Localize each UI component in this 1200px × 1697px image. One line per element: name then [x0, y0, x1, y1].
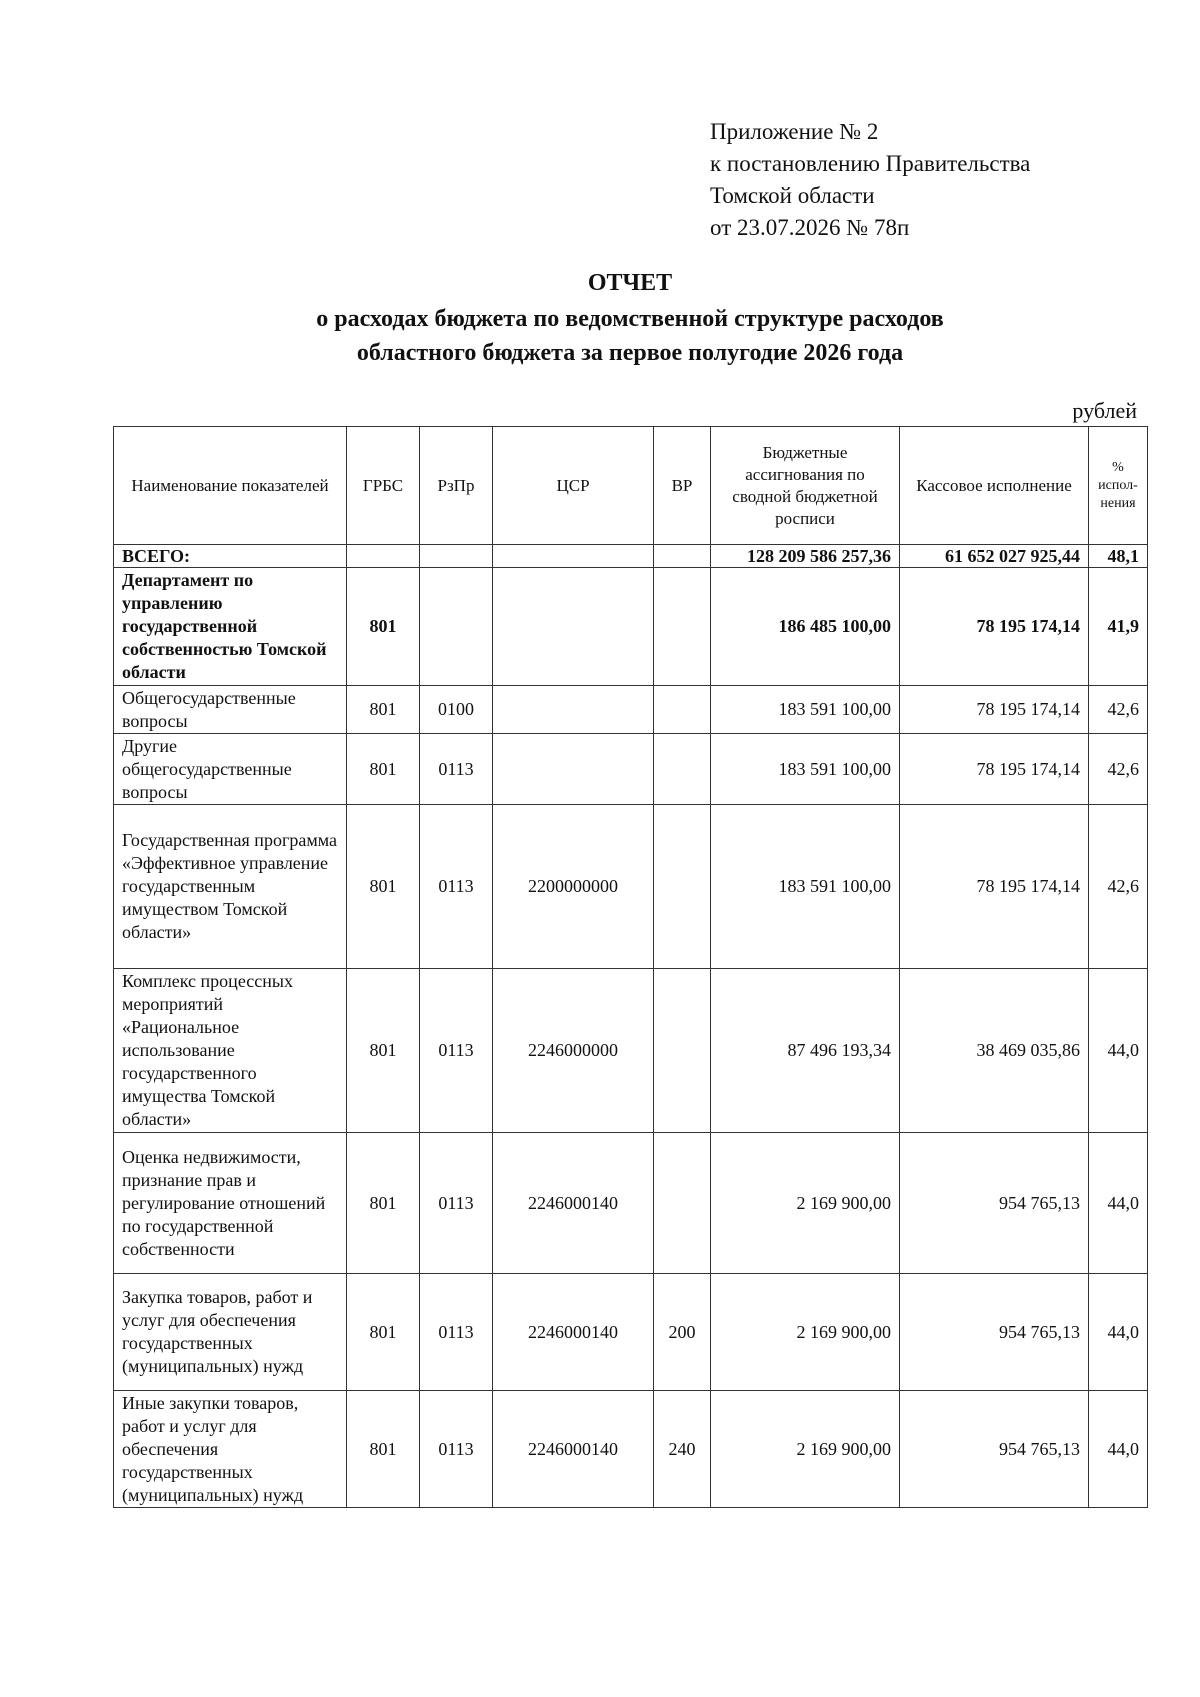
cell-percent: 42,6 [1089, 734, 1148, 805]
cell-rzpr [420, 568, 493, 686]
cell-rzpr: 0113 [420, 1274, 493, 1391]
cell-grbs: 801 [347, 734, 420, 805]
cell-vr [654, 969, 711, 1133]
cell-cash: 78 195 174,14 [900, 805, 1089, 969]
table-row [114, 568, 1148, 686]
cell-assignments: 2 169 900,00 [711, 1133, 900, 1274]
cell-csr [493, 568, 654, 686]
expenses-table [113, 426, 1148, 1508]
cell-csr: 2246000140 [493, 1274, 654, 1391]
header-grbs: ГРБС [347, 427, 420, 545]
header-rzpr: РзПр [420, 427, 493, 545]
cell-vr: 240 [654, 1391, 711, 1508]
cell-grbs: 801 [347, 1274, 420, 1391]
header-cash-execution: Кассовое исполнение [900, 427, 1089, 545]
cell-grbs: 801 [347, 805, 420, 969]
cell-grbs: 801 [347, 1133, 420, 1274]
cell-name: Оценка недвижимости, признание прав и регулирование отношений по государственной собственности [114, 1133, 347, 1274]
table-row [114, 805, 1148, 969]
cell-vr [654, 734, 711, 805]
cell-rzpr: 0113 [420, 734, 493, 805]
cell-name: Департамент по управлению государственной собственностью Томской области [114, 568, 347, 686]
cell-cash: 78 195 174,14 [900, 734, 1089, 805]
cell-vr [654, 805, 711, 969]
cell-cash: 78 195 174,14 [900, 686, 1089, 734]
report-subtitle-line1: о расходах бюджета по ведомственной структуре расходов [316, 306, 944, 332]
cell-percent: 44,0 [1089, 1133, 1148, 1274]
cell-grbs: 801 [347, 568, 420, 686]
header-percent: % испол-нения [1089, 427, 1148, 545]
appendix-line: Приложение № 2 [710, 119, 879, 144]
header-name: Наименование показателей [114, 427, 347, 545]
cell-csr: 2246000140 [493, 1133, 654, 1274]
cell-cash: 61 652 027 925,44 [900, 545, 1089, 568]
cell-assignments: 87 496 193,34 [711, 969, 900, 1133]
cell-assignments: 2 169 900,00 [711, 1274, 900, 1391]
cell-percent: 44,0 [1089, 1391, 1148, 1508]
table-row [114, 734, 1148, 805]
cell-rzpr: 0113 [420, 969, 493, 1133]
cell-percent: 41,9 [1089, 568, 1148, 686]
cell-grbs [347, 545, 420, 568]
cell-vr [654, 1133, 711, 1274]
cell-percent: 44,0 [1089, 969, 1148, 1133]
header-csr: ЦСР [493, 427, 654, 545]
appendix-line: к постановлению Правительства [710, 151, 1031, 176]
units-label: рублей [1072, 398, 1137, 423]
report-subtitle-line2: областного бюджета за первое полугодие 2026 года [356, 340, 904, 366]
table-row [114, 1133, 1148, 1274]
cell-name: Закупка товаров, работ и услуг для обеспечения государственных (муниципальных) нужд [114, 1274, 347, 1391]
cell-cash: 38 469 035,86 [900, 969, 1089, 1133]
cell-cash: 78 195 174,14 [900, 568, 1089, 686]
cell-name: Государственная программа «Эффективное управление государственным имуществом Томской области» [114, 805, 347, 969]
report-title: ОТЧЕТ [587, 270, 673, 296]
cell-cash: 954 765,13 [900, 1133, 1089, 1274]
cell-assignments: 2 169 900,00 [711, 1391, 900, 1508]
cell-name: Другие общегосударственные вопросы [114, 734, 347, 805]
cell-csr: 2200000000 [493, 805, 654, 969]
cell-cash: 954 765,13 [900, 1391, 1089, 1508]
cell-name: Комплекс процессных мероприятий «Рациональное использование государственного имущества Томской области» [114, 969, 347, 1133]
cell-percent: 42,6 [1089, 805, 1148, 969]
cell-vr [654, 686, 711, 734]
cell-rzpr: 0113 [420, 805, 493, 969]
cell-cash: 954 765,13 [900, 1274, 1089, 1391]
cell-name: Общегосударственные вопросы [114, 686, 347, 734]
cell-name: Иные закупки товаров, работ и услуг для обеспечения государственных (муниципальных) нужд [114, 1391, 347, 1508]
cell-csr: 2246000000 [493, 969, 654, 1133]
cell-assignments: 183 591 100,00 [711, 805, 900, 969]
cell-percent: 42,6 [1089, 686, 1148, 734]
cell-csr: 2246000140 [493, 1391, 654, 1508]
cell-csr [493, 686, 654, 734]
table-header-row [114, 427, 1148, 545]
cell-grbs: 801 [347, 1391, 420, 1508]
cell-csr [493, 545, 654, 568]
cell-rzpr: 0113 [420, 1133, 493, 1274]
cell-percent: 44,0 [1089, 1274, 1148, 1391]
cell-name: ВСЕГО: [114, 545, 347, 568]
cell-percent: 48,1 [1089, 545, 1148, 568]
table-row [114, 686, 1148, 734]
appendix-line: Томской области [710, 183, 875, 208]
cell-vr [654, 545, 711, 568]
cell-rzpr [420, 545, 493, 568]
cell-assignments: 186 485 100,00 [711, 568, 900, 686]
cell-csr [493, 734, 654, 805]
cell-assignments: 183 591 100,00 [711, 686, 900, 734]
header-assignments: Бюджетные ассигнования по сводной бюджетной росписи [711, 427, 900, 545]
header-vr: ВР [654, 427, 711, 545]
cell-grbs: 801 [347, 969, 420, 1133]
cell-vr [654, 568, 711, 686]
appendix-block [710, 116, 1030, 244]
table-row [114, 1274, 1148, 1391]
table-row [114, 1391, 1148, 1508]
appendix-line: от 23.07.2026 № 78п [710, 215, 910, 240]
cell-rzpr: 0100 [420, 686, 493, 734]
cell-rzpr: 0113 [420, 1391, 493, 1508]
cell-assignments: 128 209 586 257,36 [711, 545, 900, 568]
cell-assignments: 183 591 100,00 [711, 734, 900, 805]
cell-vr: 200 [654, 1274, 711, 1391]
table-row [114, 969, 1148, 1133]
table-row-total [114, 545, 1148, 568]
cell-grbs: 801 [347, 686, 420, 734]
